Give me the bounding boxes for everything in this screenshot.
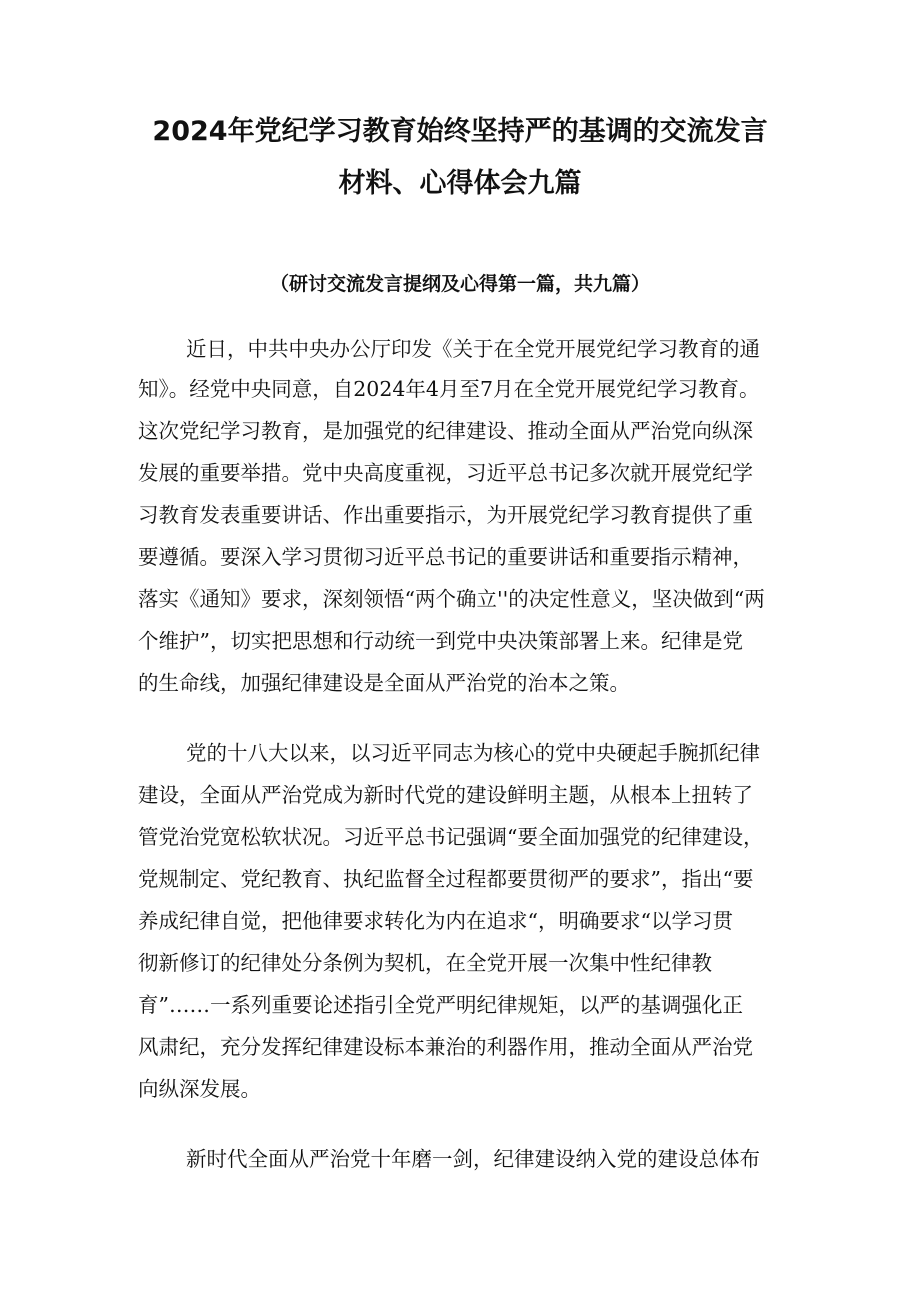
paragraph-2-line: 党的十八大以来，以习近平同志为核心的党中央硬起手腕抓纪律 bbox=[186, 741, 760, 765]
paragraph-1-line: 个维护”，切实把思想和行动统一到党中央决策部署上来。纪律是党 bbox=[138, 629, 743, 653]
paragraph-1-line: 这次党纪学习教育，是加强党的纪律建设、推动全面从严治党向纵深 bbox=[138, 419, 753, 443]
paragraph-1-line: 习教育发表重要讲话、作出重要指示，为开展党纪学习教育提供了重 bbox=[138, 503, 753, 527]
document-title-line-1: 2024年党纪学习教育始终坚持严的基调的交流发言 bbox=[152, 116, 768, 147]
paragraph-2-line: 育”……一系列重要论述指引全党严明纪律规矩，以严的基调强化正 bbox=[138, 993, 743, 1017]
paragraph-2-line: 建设，全面从严治党成为新时代党的建设鲜明主题，从根本上扭转了 bbox=[138, 783, 753, 807]
paragraph-2-line: 党规制定、党纪教育、执纪监督全过程都要贯彻严的要求”，指出“要 bbox=[138, 867, 754, 891]
paragraph-1-line: 发展的重要举措。党中央高度重视，习近平总书记多次就开展党纪学 bbox=[138, 461, 753, 485]
paragraph-1-line: 的生命线，加强纪律建设是全面从严治党的治本之策。 bbox=[138, 671, 630, 695]
paragraph-2-line: 风肃纪，充分发挥纪律建设标本兼治的利器作用，推动全面从严治党 bbox=[138, 1035, 753, 1059]
document-title-line-2: 材料、心得体会九篇 bbox=[338, 168, 582, 199]
document-subtitle: （研讨交流发言提纲及心得第一篇，共九篇） bbox=[269, 273, 650, 295]
paragraph-2-line: 彻新修订的纪律处分条例为契机，在全党开展一次集中性纪律教 bbox=[138, 951, 712, 975]
paragraph-1-line: 近日，中共中央办公厅印发《关于在全党开展党纪学习教育的通 bbox=[186, 337, 760, 361]
paragraph-2-line: 养成纪律自觉，把他律要求转化为内在追求“，明确要求“以学习贯 bbox=[138, 909, 733, 933]
paragraph-1-line: 落实《通知》要求，深刻领悟“两个确立''的决定性意义，坚决做到“两 bbox=[138, 587, 765, 611]
paragraph-1-line: 知》。经党中央同意，自2024年4月至7月在全党开展党纪学习教育。 bbox=[138, 377, 760, 401]
paragraph-1-line: 要遵循。要深入学习贯彻习近平总书记的重要讲话和重要指示精神， bbox=[138, 545, 753, 569]
paragraph-2-line: 向纵深发展。 bbox=[138, 1077, 261, 1101]
paragraph-2-line: 管党治党宽松软状况。习近平总书记强调“要全面加强党的纪律建设， bbox=[138, 825, 764, 849]
paragraph-3-line: 新时代全面从严治党十年磨一剑，纪律建设纳入党的建设总体布 bbox=[186, 1147, 760, 1171]
